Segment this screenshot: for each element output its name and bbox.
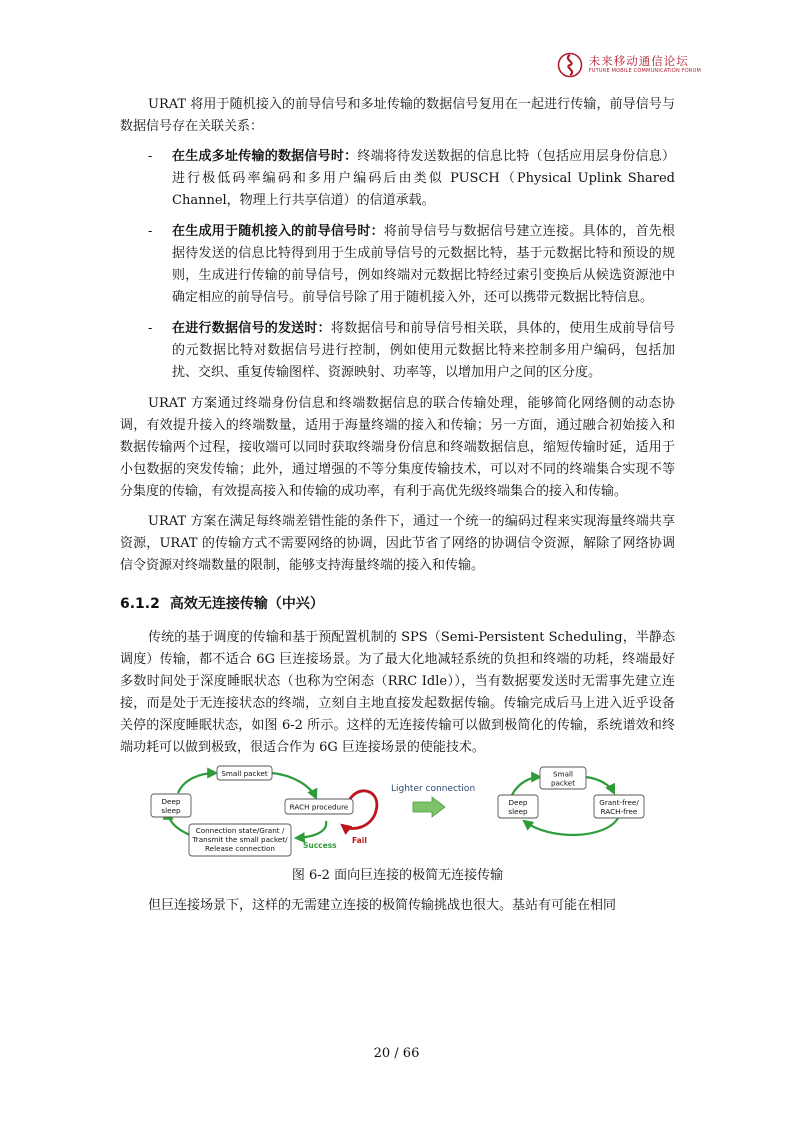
arrow-right-grant-to-sleep bbox=[524, 818, 618, 835]
document-body bbox=[120, 94, 675, 917]
svg-text:packet: packet bbox=[550, 778, 576, 788]
svg-text:sleep: sleep bbox=[161, 806, 181, 815]
bullet-heading: 在生成用于随机接入的前导信号时： bbox=[172, 224, 384, 239]
success-label: Success bbox=[303, 841, 337, 850]
forum-logo-text bbox=[588, 53, 701, 75]
page-header bbox=[557, 52, 701, 78]
svg-text:Deep: Deep bbox=[508, 798, 528, 807]
lighter-connection-label: Lighter connection bbox=[391, 784, 476, 794]
challenge-paragraph: 但巨连接场景下，这样的无需建立连接的极简传输挑战也很大。基站有可能在相同 bbox=[148, 898, 617, 913]
bullet-list bbox=[120, 146, 675, 384]
svg-text:Grant-free/: Grant-free/ bbox=[599, 798, 639, 807]
section-title: 高效无连接传输（中兴） bbox=[169, 596, 324, 612]
bullet-text: 终端将待发送数据的信息比特（包括应用层身份信息）进行极低码率编码和多用户编码后由类似 PUSCH（Physical Uplink Shared Channel，物理上行共享信道）的信道承载。 bbox=[172, 149, 675, 208]
bullet-dash: - bbox=[148, 224, 153, 239]
list-item bbox=[120, 221, 675, 309]
arrow-right-packet-to-grant bbox=[586, 777, 614, 793]
bullet-dash: - bbox=[148, 149, 153, 164]
forum-logo-icon bbox=[557, 52, 583, 78]
arrow-sleep-to-packet bbox=[178, 773, 216, 793]
logo-chinese-name: 未来移动通信论坛 bbox=[588, 53, 689, 68]
deep-sleep-box-left bbox=[151, 794, 191, 817]
arrow-packet-to-rach bbox=[272, 773, 316, 798]
block-arrow-icon bbox=[413, 797, 445, 817]
rach-procedure-box bbox=[285, 799, 353, 814]
small-packet-box-left bbox=[217, 766, 272, 780]
grant-free-box bbox=[594, 795, 644, 818]
small-packet-box-right bbox=[540, 767, 586, 789]
figure-diagram bbox=[120, 763, 675, 859]
logo-english-name: FUTURE MOBILE COMMUNICATION FORUM bbox=[588, 68, 701, 75]
svg-text:Connection state/Grant /: Connection state/Grant / bbox=[195, 826, 285, 835]
section-heading bbox=[120, 593, 675, 615]
svg-text:Transmit the small packet/: Transmit the small packet/ bbox=[192, 835, 288, 844]
svg-text:RACH-free: RACH-free bbox=[600, 807, 638, 816]
arrow-right-sleep-to-packet bbox=[512, 777, 540, 795]
section-number: 6.1.2 bbox=[120, 596, 160, 612]
list-item bbox=[120, 318, 675, 384]
bullet-heading: 在生成多址传输的数据信号时： bbox=[172, 149, 358, 164]
urat-summary-paragraph: URAT 方案在满足每终端差错性能的条件下，通过一个统一的编码过程来实现海量终端共享资源，URAT 的传输方式不需要网络的协调，因此节省了网络的协调信令资源，解除了网络协调信令资源对终端数量的限制，能够支持海量终端的接入和传输。 bbox=[120, 514, 675, 573]
svg-text:Release connection: Release connection bbox=[205, 844, 275, 853]
arrow-rach-to-connection bbox=[296, 821, 326, 838]
page-number: 20 / 66 bbox=[373, 1046, 420, 1061]
connection-box bbox=[189, 824, 291, 856]
intro-paragraph: URAT 将用于随机接入的前导信号和多址传输的数据信号复用在一起进行传输，前导信号与数据信号存在关联关系： bbox=[120, 97, 675, 134]
figure-caption: 图 6-2 面向巨连接的极简无连接传输 bbox=[291, 868, 504, 883]
urat-advantages-paragraph: URAT 方案通过终端身份信息和终端数据信息的联合传输处理，能够简化网络侧的动态协调，有效提升接入的终端数量，适用于海量终端的接入和传输；另一方面，通过融合初始接入和数据传输两个过程，接收端可以同时获取终端身份信息和终端数据信息，缩短传输时延，适用于小包数据的突发传输；此外，通过增强的不等分集度传输技术，可以对不同的终端集合实现不等分集度的传输，有效提高接入和传输的成功率，有利于高优先级终端集合的接入和传输。 bbox=[120, 396, 675, 499]
bullet-heading: 在进行数据信号的发送时： bbox=[172, 321, 331, 336]
bullet-text: 将数据信号和前导信号相关联，具体的，使用生成前导信号的元数据比特对数据信号进行控制，例如使用元数据比特来控制多用户编码，包括加扰、交织、重复传输图样、资源映射、功率等，以增加用户之间的区分度。 bbox=[172, 321, 675, 380]
list-item bbox=[120, 146, 675, 212]
svg-text:Small packet: Small packet bbox=[221, 769, 268, 778]
svg-text:RACH procedure: RACH procedure bbox=[289, 802, 349, 812]
svg-text:sleep: sleep bbox=[508, 807, 528, 816]
figure-6-2 bbox=[120, 763, 675, 859]
fail-label: Fail bbox=[352, 836, 367, 845]
deep-sleep-box-right bbox=[498, 795, 538, 818]
bullet-text: 将前导信号与数据信号建立连接。具体的，首先根据待发送的信息比特得到用于生成前导信号的元数据比特，基于元数据比特和预设的规则，生成进行传输的前导信号，例如终端对元数据比特经过索引变换后从候选资源池中确定相应的前导信号。前导信号除了用于随机接入外，还可以携带元数据比特信息。 bbox=[172, 224, 675, 305]
svg-text:Deep: Deep bbox=[161, 797, 181, 806]
connectionless-paragraph: 传统的基于调度的传输和基于预配置机制的 SPS（Semi-Persistent Scheduling，半静态调度）传输，都不适合 6G 巨连接场景。为了最大化地减轻系统的负担和终端的功耗，终端最好多数时间处于深度睡眠状态（也称为空闲态（RRC Idle）），当有数据要发送时无需事先建立连接，而是处于无连接状态的终端，立刻自主地直接发起数据传输。传输完成后马上进入近乎设备关停的深度睡眠状态，如图 6-2 所示。这样的无连接传输可以做到极简化的传输，系统谱效和终端功耗可以做到极致，很适合作为 6G 巨连接场景的使能技术。 bbox=[120, 630, 675, 755]
bullet-dash: - bbox=[148, 321, 153, 336]
svg-text:Small: Small bbox=[553, 769, 573, 779]
